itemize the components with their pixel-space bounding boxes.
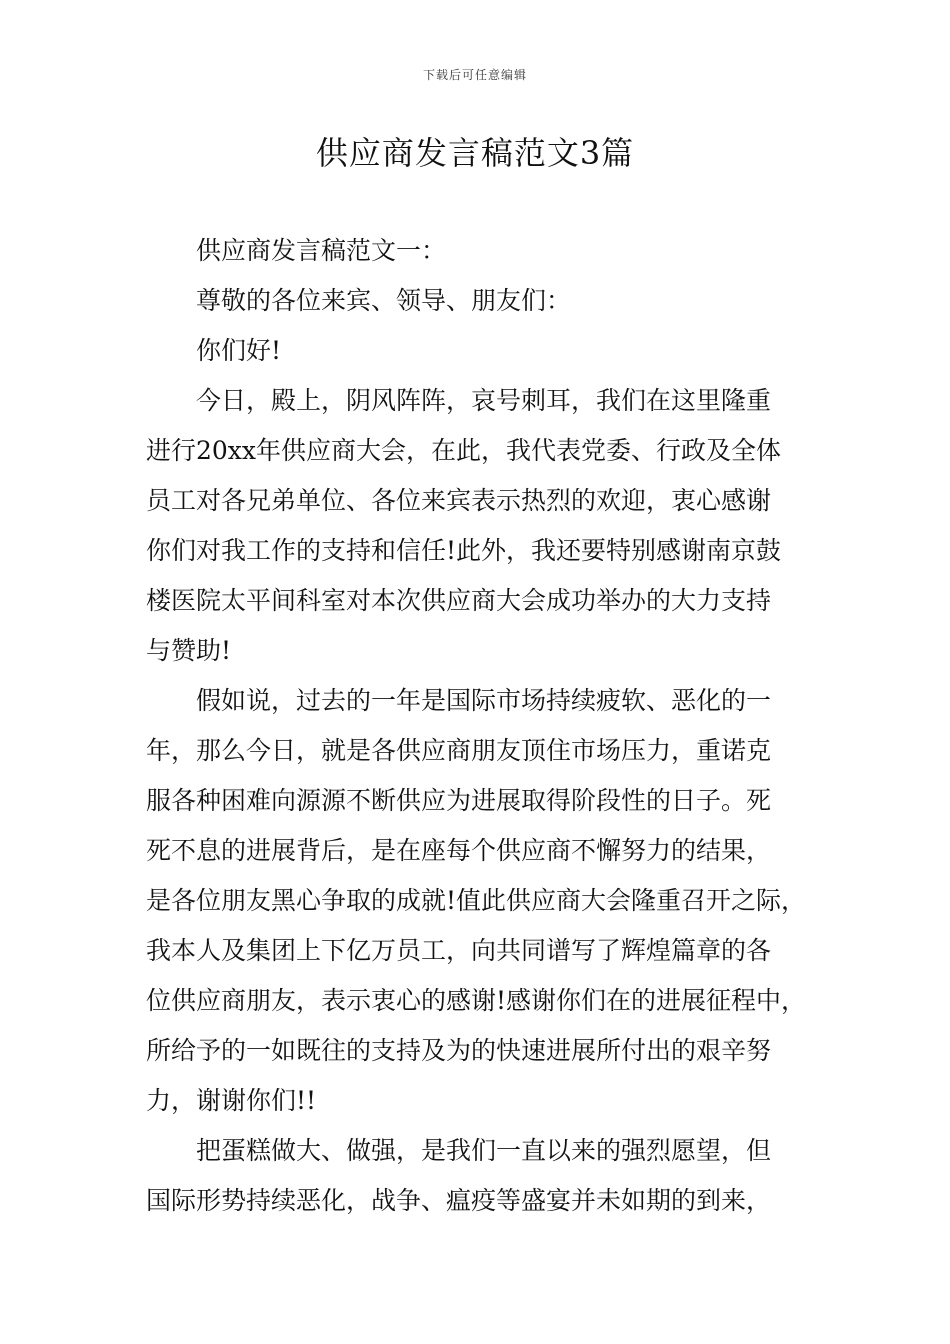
paragraph-line: 我本人及集团上下亿万员工，向共同谱写了辉煌篇章的各 — [146, 936, 772, 965]
paragraph-line: 所给予的一如既往的支持及为的快速进展所付出的艰辛努 — [146, 1036, 772, 1065]
greeting: 你们好! — [196, 336, 282, 365]
paragraph-line: 国际形势持续恶化，战争、瘟疫等盛宴并未如期的到来， — [146, 1186, 772, 1215]
paragraph-line: 假如说，过去的一年是国际市场持续疲软、恶化的一 — [196, 686, 772, 715]
paragraph-line: 位供应商朋友，表示衷心的感谢!感谢你们在的进展征程中， — [146, 986, 807, 1015]
document-body — [146, 226, 826, 1226]
document-title: 供应商发言稿范文3篇 — [315, 134, 635, 172]
paragraph-line: 进行20xx年供应商大会，在此，我代表党委、行政及全体 — [146, 436, 782, 465]
paragraph-line: 与赞助! — [146, 636, 232, 665]
paragraph-line: 今日，殿上，阴风阵阵，哀号刺耳，我们在这里隆重 — [196, 386, 772, 415]
paragraph-line: 把蛋糕做大、做强，是我们一直以来的强烈愿望，但 — [196, 1136, 772, 1165]
paragraph-line: 你们对我工作的支持和信任!此外，我还要特别感谢南京鼓 — [146, 536, 782, 565]
paragraph-line: 年，那么今日，就是各供应商朋友顶住市场压力，重诺克 — [146, 736, 772, 765]
section-heading: 供应商发言稿范文一： — [196, 236, 447, 265]
paragraph-line: 楼医院太平间科室对本次供应商大会成功举办的大力支持 — [146, 586, 772, 615]
salutation: 尊敬的各位来宾、领导、朋友们： — [196, 286, 572, 315]
paragraph-line: 服各种困难向源源不断供应为进展取得阶段性的日子。死 — [146, 786, 772, 815]
paragraph-line: 员工对各兄弟单位、各位来宾表示热烈的欢迎，衷心感谢 — [146, 486, 772, 515]
paragraph-line: 力，谢谢你们!! — [146, 1086, 317, 1115]
paragraph-line: 是各位朋友黑心争取的成就!值此供应商大会隆重召开之际， — [146, 886, 807, 915]
header-note: 下载后可任意编辑 — [422, 68, 527, 82]
paragraph-line: 死不息的进展背后，是在座每个供应商不懈努力的结果， — [146, 836, 772, 865]
